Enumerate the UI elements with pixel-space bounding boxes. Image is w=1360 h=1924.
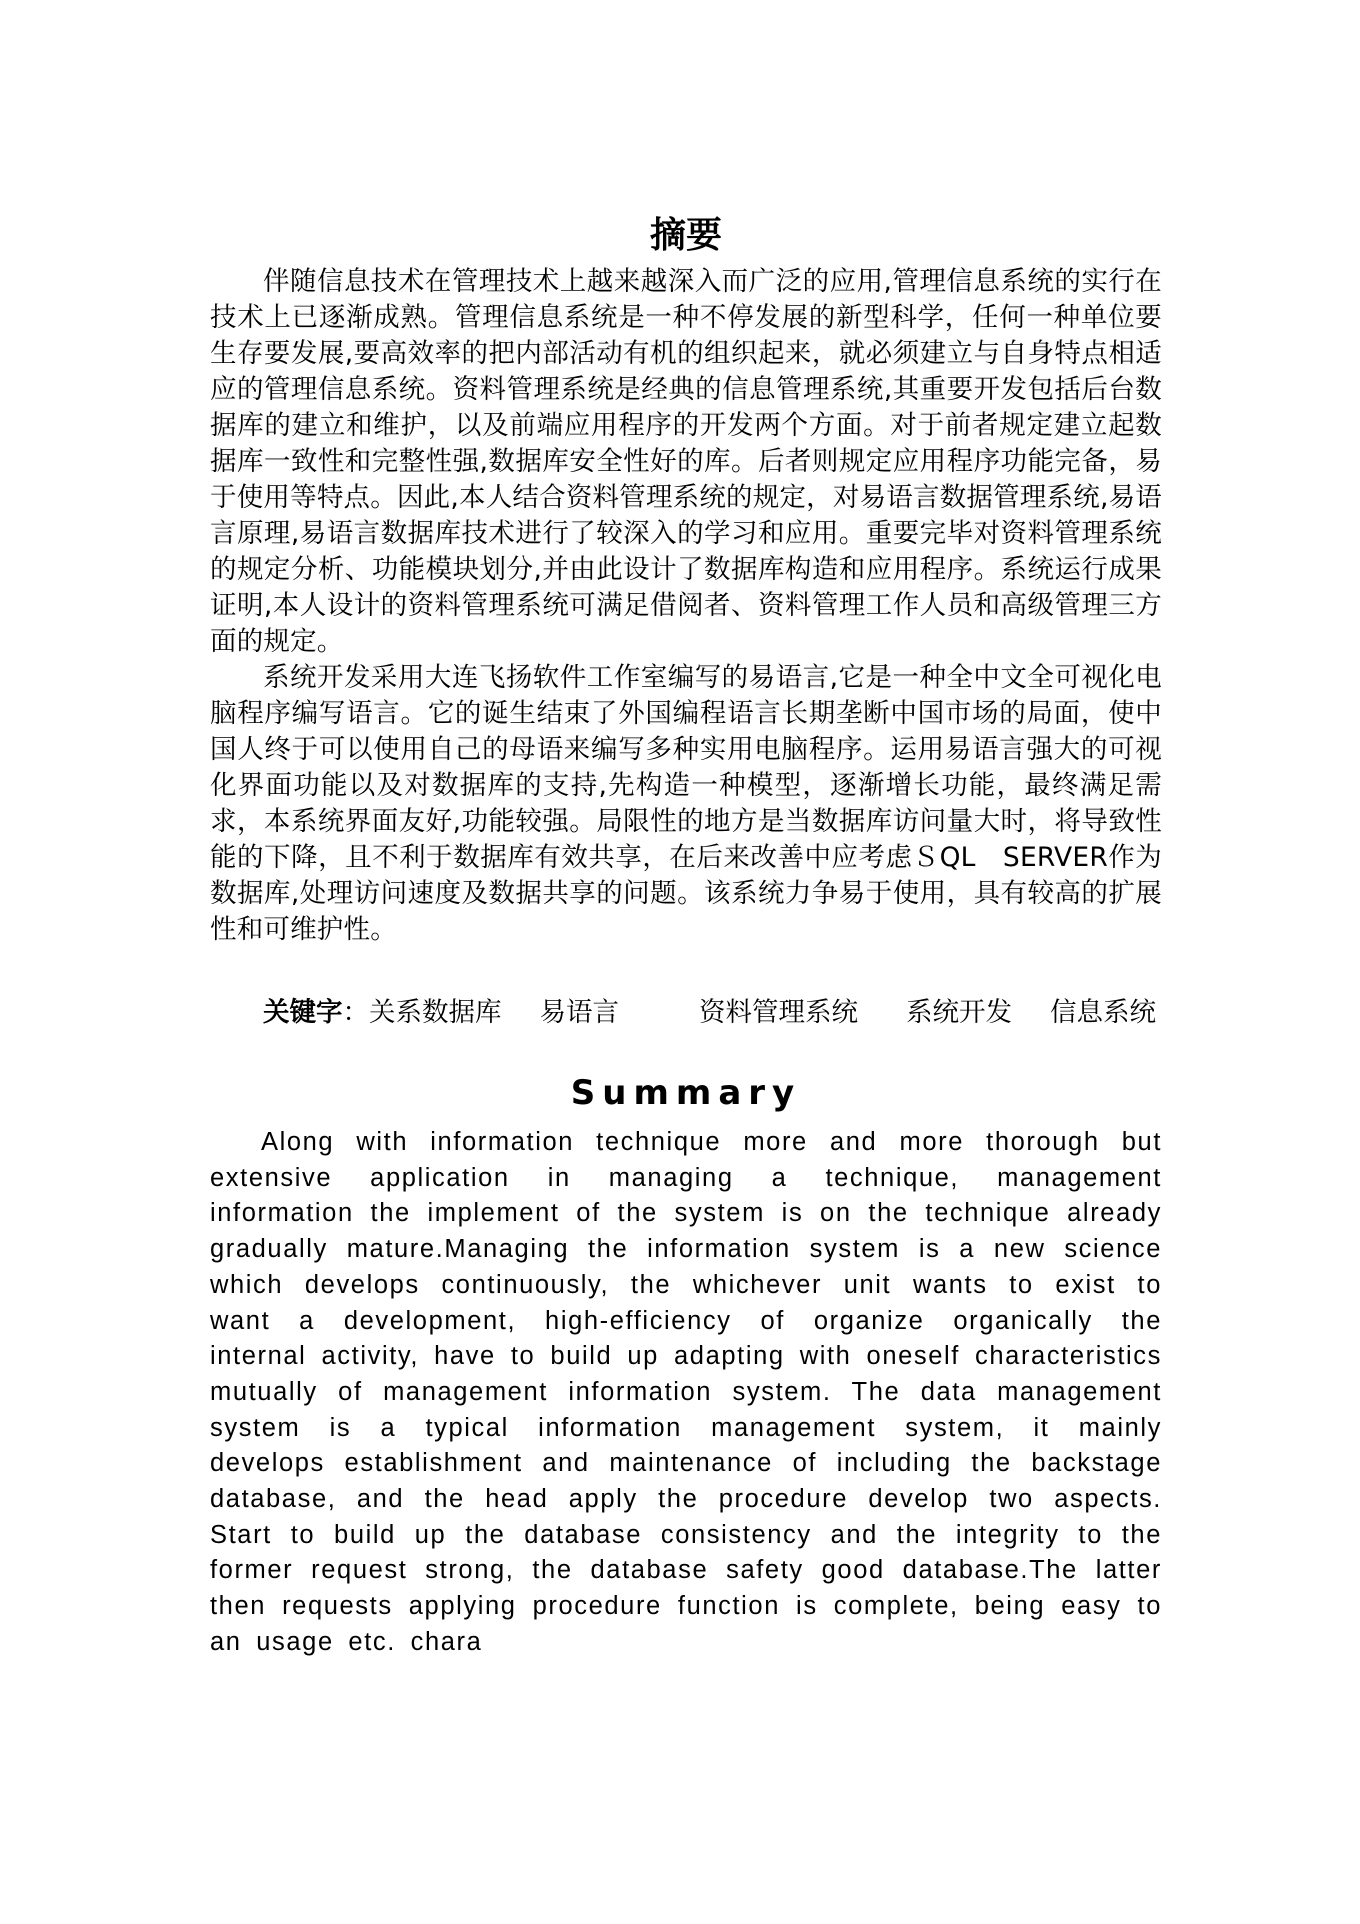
keyword-item: 关系数据库 — [369, 997, 502, 1028]
keywords-label: 关键字 — [263, 997, 343, 1028]
keyword-item: 资料管理系统 — [699, 997, 858, 1028]
keyword-item: 信息系统 — [1050, 997, 1156, 1028]
abstract-content — [210, 210, 1162, 1661]
keywords-line — [210, 995, 1162, 1031]
keyword-item: 系统开发 — [906, 997, 1012, 1028]
abstract-cn-paragraph-1: 伴随信息技术在管理技术上越来越深入而广泛的应用,管理信息系统的实行在技术上已逐渐成熟。管理信息系统是一种不停发展的新型科学，任何一种单位要生存要发展,要高效率的把内部活动有机的组织起来，就必须建立与自身特点相适应的管理信息系统。资料管理系统是经典的信息管理系统,其重要开发包括后台数据库的建立和维护，以及前端应用程序的开发两个方面。对于前者规定建立起数据库一致性和完整性强,数据库安全性好的库。后者则规定应用程序功能完备，易于使用等特点。因此,本人结合资料管理系统的规定，对易语言数据管理系统,易语言原理,易语言数据库技术进行了较深入的学习和应用。重要完毕对资料管理系统的规定分析、功能模块划分,并由此设计了数据库构造和应用程序。系统运行成果证明,本人设计的资料管理系统可满足借阅者、资料管理工作人员和高级管理三方面的规定。 — [210, 266, 1162, 657]
abstract-en-title: Summary — [570, 1073, 802, 1113]
keyword-item: 易语言 — [539, 997, 619, 1028]
abstract-cn-title: 摘要 — [649, 214, 722, 256]
abstract-en-paragraph: Along with information technique more and more thorough but extensive application in managing a technique, management information the implement of the system is on the technique already gradually mature.Managing the information system is a new science which develops continuously, the whichever unit wants to exist to want a development, high-efficiency of organize organically the internal activity, have to build up adapting with oneself characteristics mutually of management information system. The data management system is a typical information management system, it mainly develops establishment and maintenance of including the backstage database, and the head apply the procedure develop two aspects. Start to build up the database consistency and the integrity to the former request strong, the database safety good database.The latter then requests applying procedure function is complete, being easy to an usage etc. chara — [210, 1128, 1162, 1656]
abstract-cn-paragraph-2: 系统开发采用大连飞扬软件工作室编写的易语言,它是一种全中文全可视化电脑程序编写语言。它的诞生结束了外国编程语言长期垄断中国市场的局面，使中国人终于可以使用自己的母语来编写多种实用电脑程序。运用易语言强大的可视化界面功能以及对数据库的支持,先构造一种模型，逐渐增长功能，最终满足需求，本系统界面友好,功能较强。局限性的地方是当数据库访问量大时，将导致性能的下降，且不利于数据库有效共享，在后来改善中应考虑ＳQL SERVER作为数据库,处理访问速度及数据共享的问题。该系统力争易于使用，具有较高的扩展性和可维护性。 — [210, 662, 1162, 945]
keywords-colon: ： — [342, 997, 369, 1028]
